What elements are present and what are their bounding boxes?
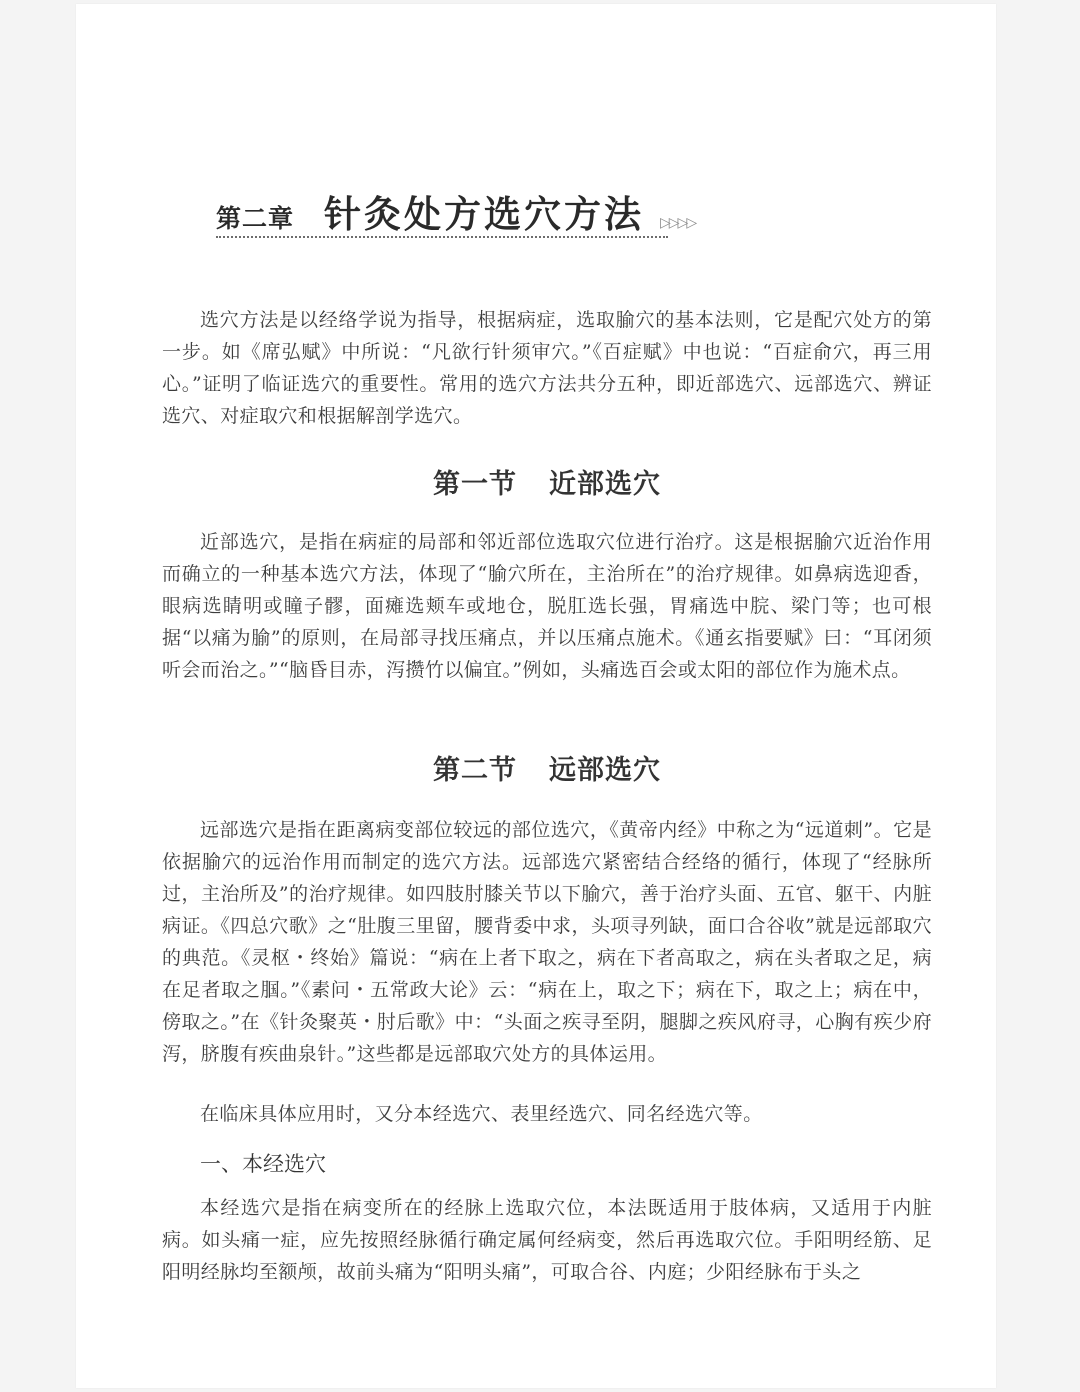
book-page [76,4,996,1388]
chapter-heading [216,184,695,236]
chapter-number: 第二章 [216,204,295,233]
subsection-heading: 一、本经选穴 [200,1152,326,1176]
intro-paragraph: 选穴方法是以经络学说为指导，根据病症，选取腧穴的基本法则，它是配穴处方的第一步。如《席弘赋》中所说：“凡欲行针须审穴。”《百症赋》中也说：“百症俞穴，再三用心。”证明了临证选穴的重要性。常用的选穴方法共分五种，即近部选穴、远部选穴、辨证选穴、对症取穴和根据解剖学选穴。 [162,309,932,427]
section-2-paragraph: 远部选穴是指在距离病变部位较远的部位选穴，《黄帝内经》中称之为“远道刺”。它是依据腧穴的远治作用而制定的选穴方法。远部选穴紧密结合经络的循行，体现了“经脉所过，主治所及”的治疗规律。如四肢肘膝关节以下腧穴，善于治疗头面、五官、躯干、内脏病证。《四总穴歌》之“肚腹三里留，腰背委中求，头项寻列缺，面口合谷收”就是远部取穴的典范。《灵枢・终始》篇说：“病在上者下取之，病在下者高取之，病在头者取之足，病在足者取之腘。”《素问・五常政大论》云：“病在上，取之下；病在下，取之上；病在中，傍取之。”在《针灸聚英・肘后歌》中：“头面之疾寻至阴，腿脚之疾风府寻，心胸有疾少府泻，脐腹有疾曲泉针。”这些都是远部取穴处方的具体运用。 [162,819,932,1065]
section-1-title: 近部选穴 [549,469,661,500]
section-2-paragraph-2: 在临床具体应用时，又分本经选穴、表里经选穴、同名经选穴等。 [200,1103,763,1125]
section-2-heading [162,748,932,787]
section-2-number: 第二节 [433,755,517,786]
chapter-title: 针灸处方选穴方法 [324,192,645,236]
section-2-title: 远部选穴 [549,755,661,786]
subsection-paragraph: 本经选穴是指在病变所在的经脉上选取穴位，本法既适用于肢体病，又适用于内脏病。如头痛一症，应先按照经脉循行确定属何经病变，然后再选取穴位。手阳明经筋、足阳明经脉均至额颅，故前头痛为“阳明头痛”，可取合谷、内庭；少阳经脉布于头之 [162,1197,932,1283]
section-1-number: 第一节 [433,469,517,500]
chapter-arrows-icon: ▷▷▷▷ [660,215,696,231]
section-1-paragraph: 近部选穴，是指在病症的局部和邻近部位选取穴位进行治疗。这是根据腧穴近治作用而确立的一种基本选穴方法，体现了“腧穴所在，主治所在”的治疗规律。如鼻病选迎香，眼病选睛明或瞳子髎，面瘫选颊车或地仓，脱肛选长强，胃痛选中脘、梁门等；也可根据“以痛为腧”的原则，在局部寻找压痛点，并以压痛点施术。《通玄指要赋》曰：“耳闭须听会而治之。”“脑昏目赤，泻攒竹以偏宜。”例如，头痛选百会或太阳的部位作为施术点。 [162,531,932,681]
section-1-heading [162,462,932,501]
chapter-dotted-rule [216,236,668,238]
